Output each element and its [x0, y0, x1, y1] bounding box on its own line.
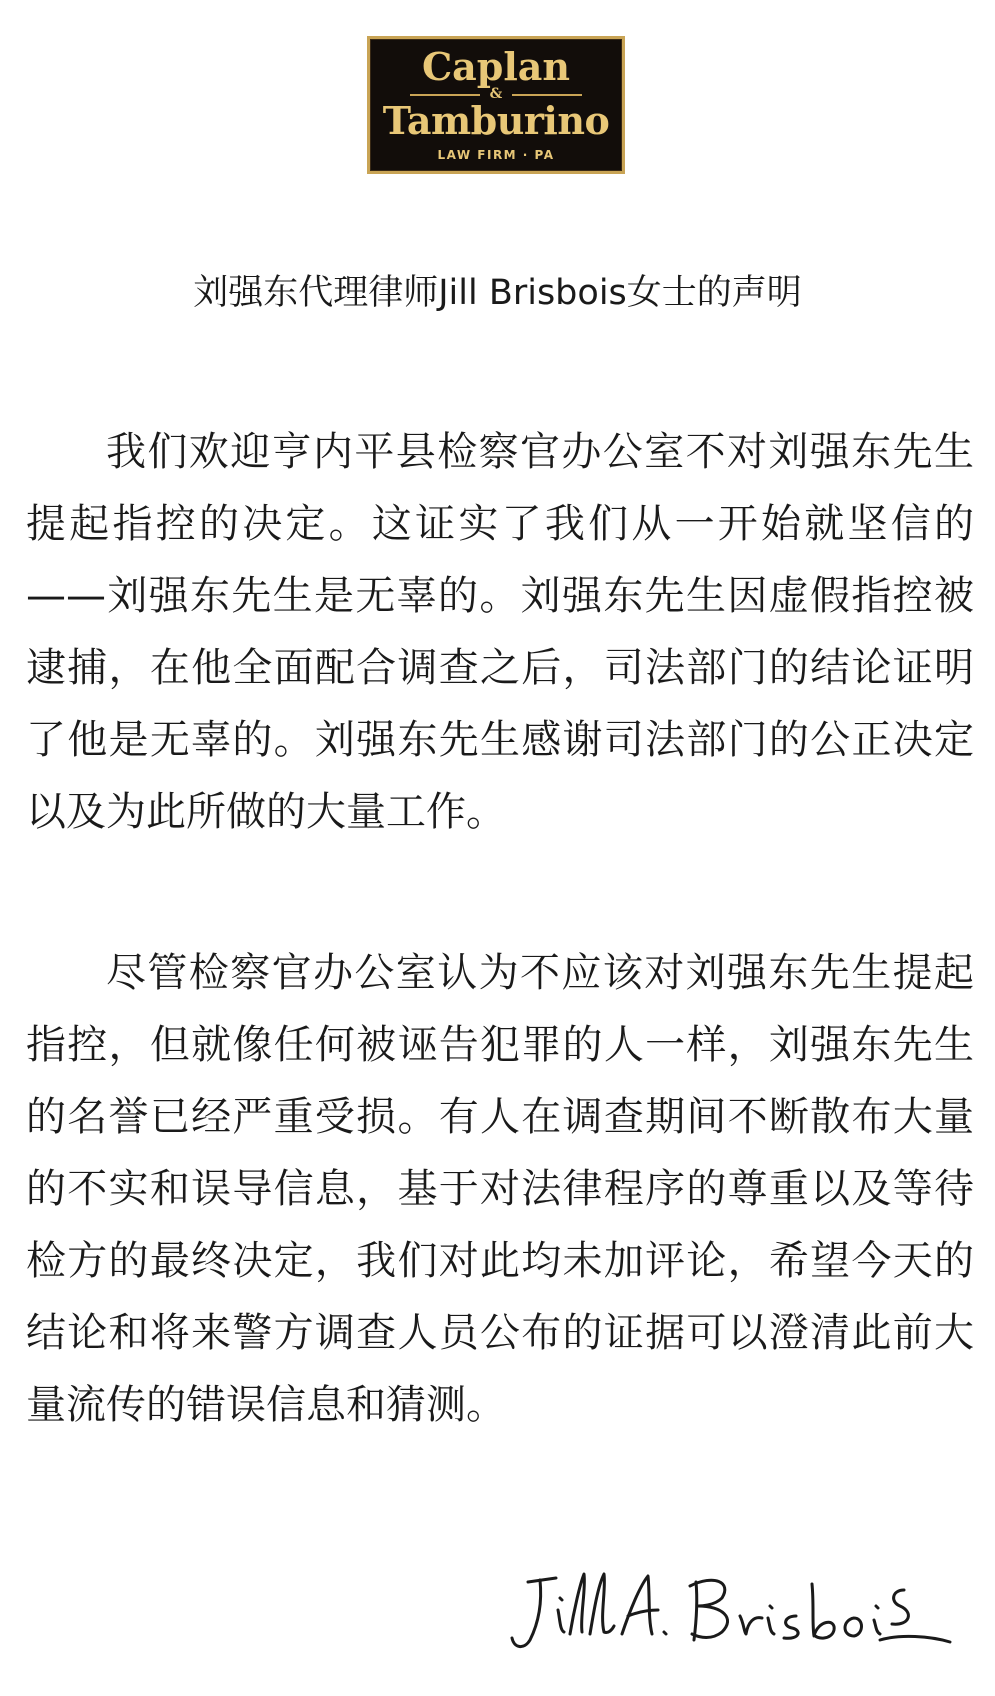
law-firm-logo: [367, 36, 625, 174]
statement-title: 刘强东代理律师Jill Brisbois女士的声明: [193, 273, 802, 313]
logo-line-tamburino: Tamburino: [382, 98, 610, 143]
statement-paragraph-2: 尽管检察官办公室认为不应该对刘强东先生提起指控，但就像任何被诬告犯罪的人一样，刘强东先生的名誉已经严重受损。有人在调查期间不断散布大量的不实和误导信息，基于对法律程序的尊重以及等待检方的最终决定，我们对此均未加评论，希望今天的结论和将来警方调查人员公布的证据可以澄清此前大量流传的错误信息和猜测。: [26, 950, 974, 1428]
statement-paragraph-1: 我们欢迎亨内平县检察官办公室不对刘强东先生提起指控的决定。这证实了我们从一开始就坚信的——刘强东先生是无辜的。刘强东先生因虚假指控被逮捕，在他全面配合调查之后，司法部门的结论证明了他是无辜的。刘强东先生感谢司法部门的公正决定以及为此所做的大量工作。: [26, 429, 974, 835]
logo-line-caplan: Caplan: [421, 44, 571, 89]
logo-ampersand: &: [489, 86, 503, 102]
logo-rule-right: [512, 94, 582, 96]
logo-line-law-firm: LAW FIRM · PA: [437, 148, 555, 162]
handwritten-signature: [500, 1560, 960, 1660]
